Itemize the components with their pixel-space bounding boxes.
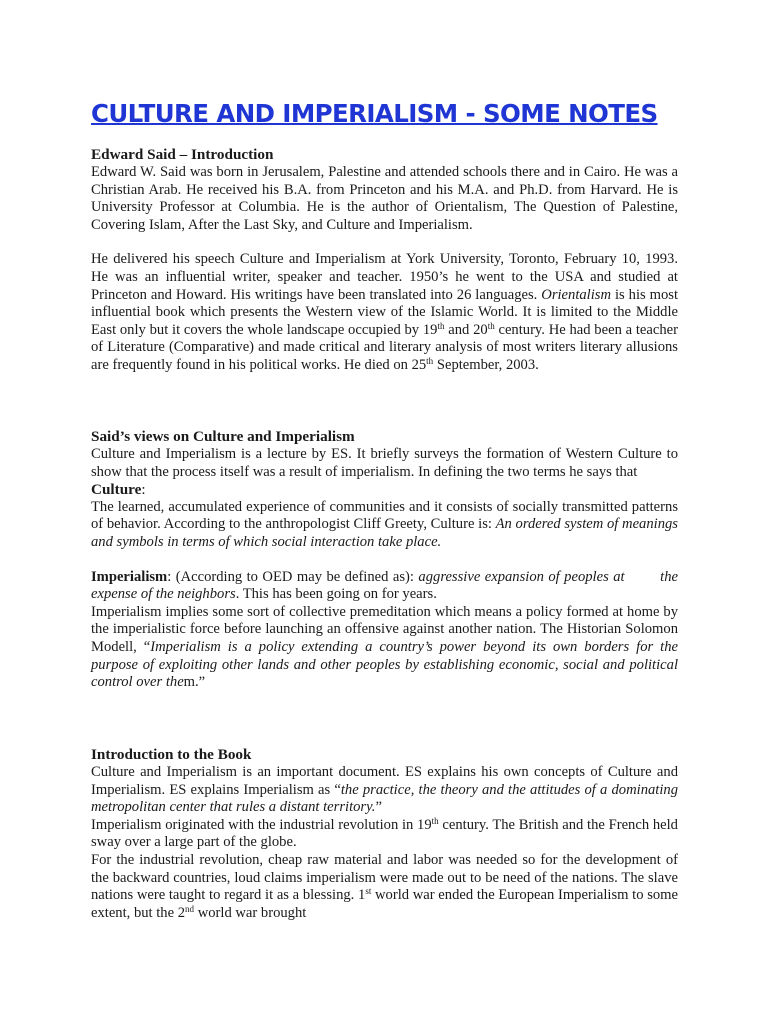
paragraph: Imperialism originated with the industrial revolution in 19th century. The British and the French held sway over a large part of the globe. — [91, 815, 678, 851]
section-heading: Introduction to the Book — [91, 746, 252, 763]
culture-label: Culture: — [91, 481, 146, 499]
paragraph: Imperialism implies some sort of collective premeditation which means a policy formed at home by the imperialistic force before launching an offensive against another nation. The Historian Solomon Modell, “Imperialism is a policy extending a country’s power beyond its own borders for the purpose of exploiting other lands and other peoples by establishing economic, social and political control over them.” — [91, 603, 678, 691]
paragraph: The learned, accumulated experience of communities and it consists of socially transmitted patterns of behavior. According to the anthropologist Cliff Greety, Culture is: An ordered system of meanings and symbols in terms of which social interaction take place. — [91, 498, 678, 550]
section-heading: Edward Said – Introduction — [91, 146, 274, 163]
paragraph: For the industrial revolution, cheap raw material and labor was needed so for the development of the backward countries, loud claims imperialism were made out to be need of the nations. The slave nations were taught to regard it as a blessing. 1st world war ended the European Imperialism to some extent, but the 2nd world war brought — [91, 851, 679, 921]
section-introduction-to-the-book — [91, 746, 678, 922]
section-edward-said-introduction — [91, 146, 678, 375]
paragraph: Edward W. Said was born in Jerusalem, Palestine and attended schools there and in Cairo. He was a Christian Arab. He received his B.A. from Princeton and his M.A. and Ph.D. from Harvard. He is University Professor at Columbia. He is the author of Orientalism, The Question of Palestine, Covering Islam, After the Last Sky, and Culture and Imperialism. — [91, 164, 678, 233]
definition-quote: the practice, the theory and the attitudes of a dominating metropolitan center that rules a distant territory. — [91, 781, 678, 816]
imperialism-label: Imperialism — [91, 568, 168, 585]
book-title: Orientalism — [541, 286, 612, 303]
paragraph: Culture and Imperialism is a lecture by ES. It briefly surveys the formation of Western Culture to show that the process itself was a result of imperialism. In defining the two terms he says that — [91, 446, 678, 480]
paragraph: Culture and Imperialism is an important document. ES explains his own concepts of Culture and Imperialism. ES explains Imperialism as “the practice, the theory and the attitudes of a dominating metropolitan center that rules a distant territory.” — [91, 764, 678, 816]
definition-quote: Imperialism is a policy extending a country’s power beyond its own borders for the purpose of exploiting other lands and other peoples by establishing economic, social and political control over the — [91, 638, 678, 691]
section-views-on-culture-and-imperialism — [91, 428, 682, 692]
page-title: CULTURE AND IMPERIALISM - SOME NOTES — [91, 99, 658, 128]
definition-quote: An ordered system of meanings and symbols in terms of which social interaction take place. — [91, 516, 678, 550]
section-heading: Said’s views on Culture and Imperialism — [91, 428, 355, 445]
paragraph: Imperialism: (According to OED may be defined as): aggressive expansion of peoples at the expense of the neighbors. This has been going on for years. — [91, 568, 682, 603]
paragraph: He delivered his speech Culture and Imperialism at York University, Toronto, February 10, 1993. He was an influential writer, speaker and teacher. 1950’s he went to the USA and studied at Princeton and Howard. His writings have been translated into 26 languages. Orientalism is his most influential book which presents the Western view of the Islamic World. It is limited to the Middle East only but it covers the whole landscape occupied by 19th and 20th century. He had been a teacher of Literature (Comparative) and made critical and literary analysis of most writers literary allusions are frequently found in his political works. He died on 25th September, 2003. — [91, 251, 678, 373]
